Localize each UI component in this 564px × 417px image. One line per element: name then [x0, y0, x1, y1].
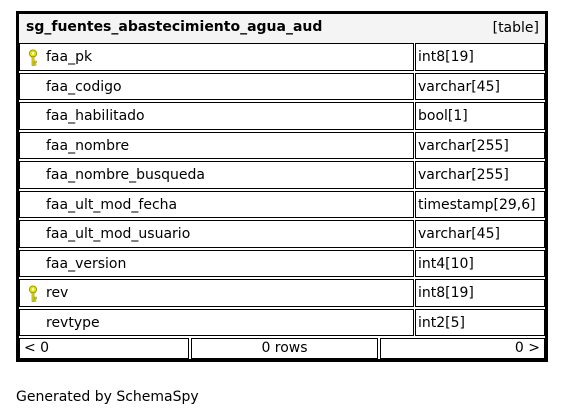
column-type-cell: [415, 220, 545, 248]
column-row: [19, 73, 545, 103]
column-type-cell: [415, 279, 545, 307]
column-type-cell: [415, 309, 545, 337]
column-name-cell: [19, 102, 414, 130]
column-name-cell: [19, 191, 414, 219]
column-name-cell: [19, 73, 414, 101]
table-type-label: [table]: [492, 20, 539, 36]
column-name: faa_ult_mod_usuario: [46, 226, 191, 242]
column-name-cell: [19, 132, 414, 160]
column-row: [19, 309, 545, 339]
column-row: [19, 102, 545, 132]
column-type: bool[1]: [418, 108, 468, 124]
column-name-cell: [19, 250, 414, 278]
column-type-cell: [415, 102, 545, 130]
column-name: faa_nombre: [46, 137, 130, 154]
column-name-cell: [19, 279, 414, 307]
column-type-cell: [415, 161, 545, 189]
column-type-cell: [415, 73, 545, 101]
parents-count: < 0: [19, 338, 189, 359]
column-type: varchar[255]: [418, 167, 509, 183]
column-row: [19, 43, 545, 73]
column-row: [19, 279, 545, 309]
column-name-cell: [19, 161, 414, 189]
table-header: [19, 14, 545, 43]
column-type-cell: [415, 250, 545, 278]
column-name: faa_codigo: [46, 78, 122, 95]
column-row: [19, 220, 545, 250]
column-name: faa_nombre_busqueda: [46, 167, 206, 183]
column-name: revtype: [46, 314, 100, 331]
column-name-cell: [19, 309, 414, 337]
column-name: faa_pk: [46, 49, 93, 65]
column-name-cell: [19, 43, 414, 71]
column-type: int4[10]: [418, 255, 474, 272]
column-type-cell: [415, 132, 545, 160]
children-count: 0 >: [380, 338, 545, 359]
column-type: varchar[45]: [418, 226, 500, 242]
column-name-cell: [19, 220, 414, 248]
table-box: [16, 11, 548, 362]
column-type: varchar[45]: [418, 78, 500, 95]
column-type: int2[5]: [418, 314, 465, 331]
column-name: rev: [46, 285, 69, 301]
column-row: [19, 132, 545, 162]
column-name: faa_ult_mod_fecha: [46, 196, 178, 213]
column-type-cell: [415, 191, 545, 219]
column-type-cell: [415, 43, 545, 71]
generated-by-text: Generated by SchemaSpy: [16, 389, 199, 405]
table-footer: [19, 338, 545, 359]
column-row: [19, 161, 545, 191]
column-name: faa_habilitado: [46, 108, 145, 124]
row-count: 0 rows: [191, 338, 378, 359]
column-name: faa_version: [46, 255, 127, 272]
column-row: [19, 250, 545, 280]
column-type: int8[19]: [418, 49, 474, 65]
column-row: [19, 191, 545, 221]
column-type: int8[19]: [418, 285, 474, 301]
key-icon: [27, 49, 39, 67]
column-type: timestamp[29,6]: [418, 196, 536, 213]
table-name: sg_fuentes_abastecimiento_agua_aud: [26, 19, 323, 35]
key-icon: [27, 285, 39, 303]
column-type: varchar[255]: [418, 137, 509, 154]
